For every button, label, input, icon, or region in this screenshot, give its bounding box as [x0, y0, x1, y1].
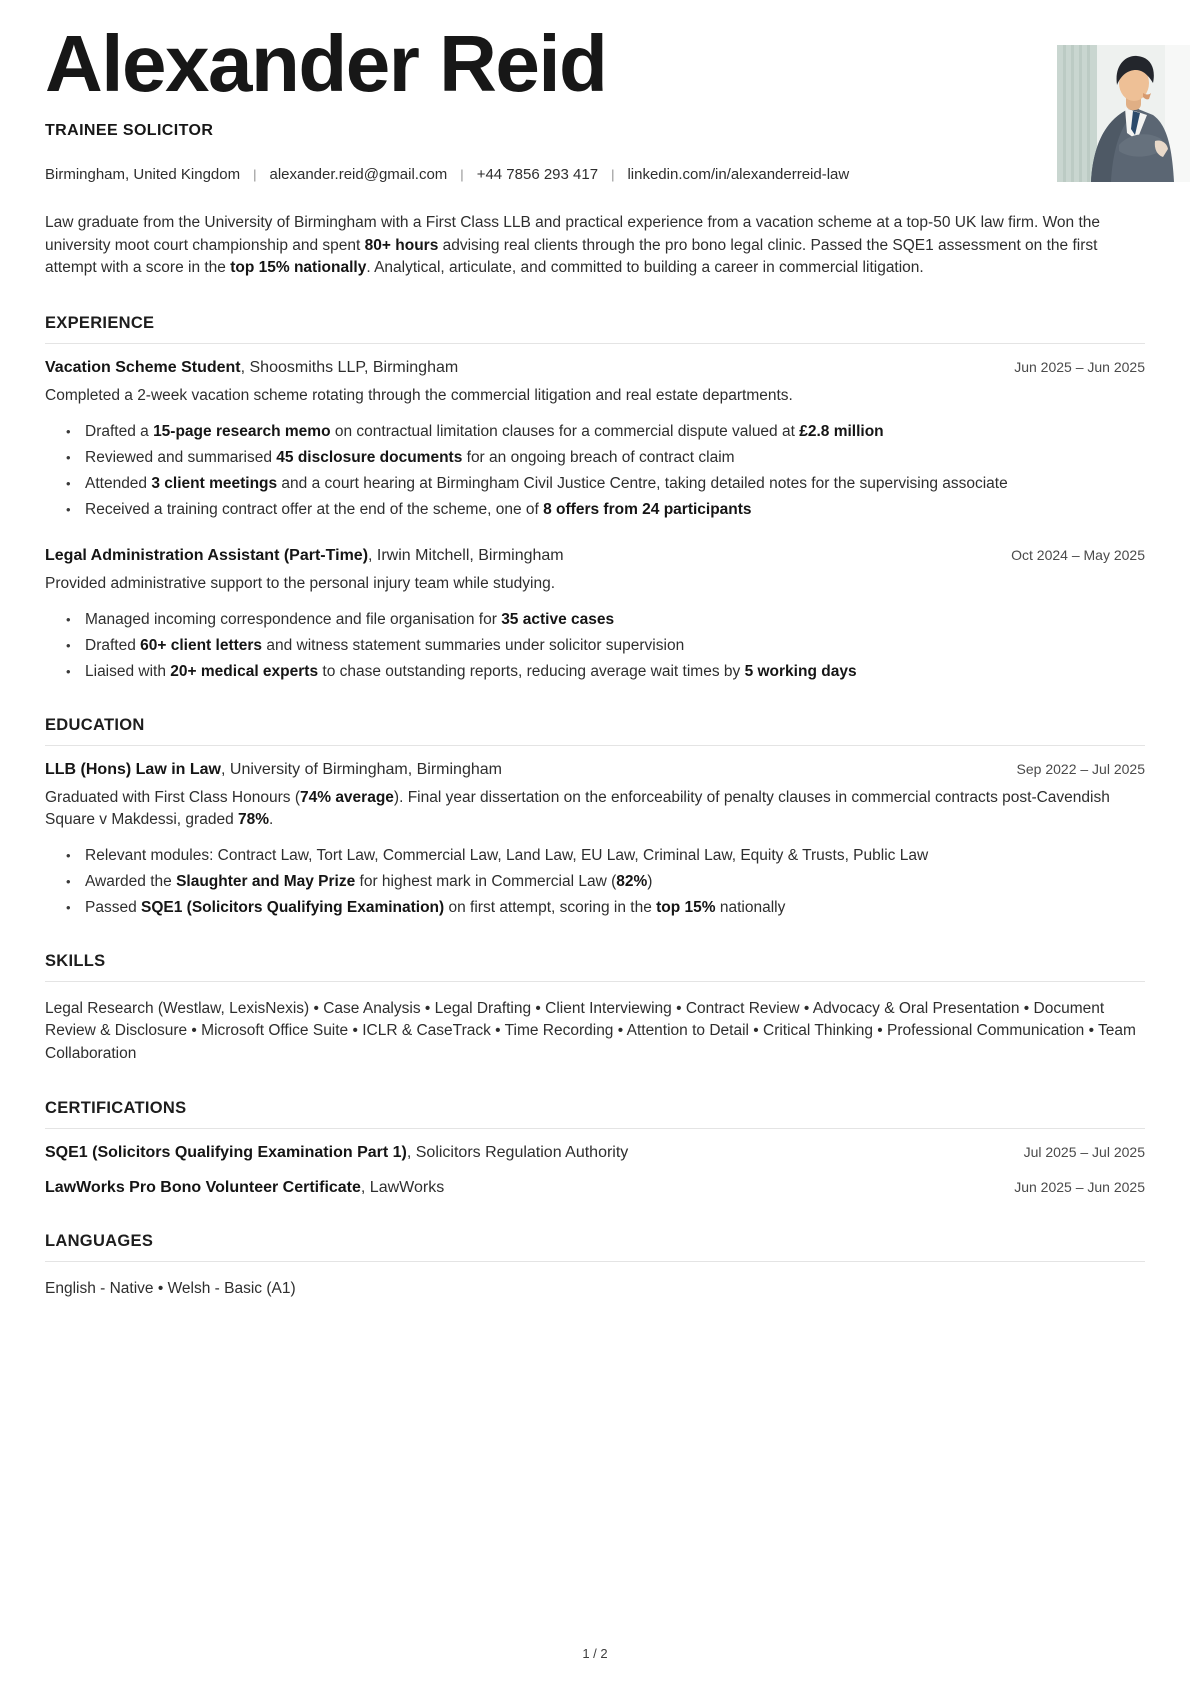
page-indicator: 1 / 2 — [582, 1646, 608, 1661]
section-heading: SKILLS — [45, 951, 106, 970]
bold-text-segment: 8 offers from 24 participants — [543, 500, 752, 518]
entry-date-range: Jul 2025 – Jul 2025 — [1023, 1144, 1145, 1160]
bullet-item — [45, 447, 1145, 468]
entry-description — [45, 787, 1145, 831]
bullet-text — [85, 661, 857, 682]
bold-text-segment: 35 active cases — [501, 610, 615, 628]
text-segment: Received a training contract offer at the end of the scheme, one of — [85, 500, 544, 518]
bold-text-segment: 3 client meetings — [151, 474, 278, 492]
entry-date-range: Sep 2022 – Jul 2025 — [1016, 760, 1145, 777]
profile-photo-illustration — [1057, 45, 1190, 182]
bullet-text — [85, 609, 614, 630]
bullet-text — [85, 897, 785, 918]
entry-title: Vacation Scheme Student — [45, 358, 241, 376]
bullet-text — [85, 473, 1008, 494]
entry-subtitle: , Irwin Mitchell, Birmingham — [368, 546, 564, 564]
entry-header — [45, 1178, 1145, 1198]
bold-text-segment: 74% average — [299, 788, 394, 806]
bold-text-segment: 60+ client letters — [140, 636, 263, 654]
text-segment: Completed a 2-week vacation scheme rotating through the commercial litigation and real estate departments. — [45, 386, 793, 404]
summary-text — [45, 212, 1145, 280]
contact-line — [45, 166, 1145, 184]
entry-bullet-list — [45, 845, 1145, 918]
text-segment: Attended — [85, 474, 152, 492]
entry-title-line — [45, 358, 458, 378]
bullet-marker: • — [66, 449, 71, 465]
text-segment: Provided administrative support to the personal injury team while studying. — [45, 574, 556, 592]
section-skills — [45, 952, 1145, 1066]
bold-text-segment: 78% — [238, 810, 270, 828]
bold-text-segment: 5 working days — [744, 662, 857, 680]
bullet-text — [85, 871, 652, 892]
bullet-marker: • — [66, 847, 71, 863]
header — [45, 19, 1145, 184]
entry-title: Legal Administration Assistant (Part-Time) — [45, 546, 369, 564]
bullet-item — [45, 421, 1145, 442]
bold-text-segment: 82% — [616, 872, 648, 890]
contact-item: +44 7856 293 417 — [476, 166, 599, 183]
text-segment: Relevant modules: Contract Law, Tort Law, Commercial Law, Land Law, EU Law, Criminal Law, Equity & Trusts, Public Law — [85, 846, 929, 864]
bullet-item — [45, 499, 1145, 520]
entry-title-line — [45, 546, 564, 566]
section-divider — [45, 1261, 1145, 1262]
bullet-item — [45, 871, 1145, 892]
candidate-job-title: TRAINEE SOLICITOR — [45, 122, 214, 139]
contact-item: linkedin.com/in/alexanderreid-law — [627, 166, 850, 183]
bullet-text — [85, 845, 928, 866]
contact-item: Birmingham, United Kingdom — [45, 166, 241, 183]
section-certifications — [45, 1099, 1145, 1198]
bullet-marker: • — [66, 899, 71, 915]
section-education — [45, 716, 1145, 918]
text-segment: and a court hearing at Birmingham Civil Justice Centre, taking detailed notes for the supervising associate — [277, 474, 1008, 492]
bullet-item — [45, 635, 1145, 656]
text-segment: for an ongoing breach of contract claim — [462, 448, 735, 466]
entry — [45, 1178, 1145, 1198]
bold-text-segment: £2.8 million — [799, 422, 884, 440]
entry — [45, 760, 1145, 918]
section-heading: CERTIFICATIONS — [45, 1099, 187, 1117]
bold-text-segment: 45 disclosure documents — [276, 448, 463, 466]
bullet-marker: • — [66, 637, 71, 653]
entry-subtitle: , LawWorks — [360, 1179, 445, 1196]
entry-title-line — [45, 1143, 628, 1163]
text-segment: Reviewed and summarised — [85, 448, 277, 466]
text-segment: Awarded the — [85, 872, 177, 890]
entry-date-range: Jun 2025 – Jun 2025 — [1014, 1179, 1145, 1195]
bullet-text — [85, 635, 684, 656]
entry-title: LLB (Hons) Law in Law — [45, 760, 221, 778]
text-segment: nationally — [715, 898, 786, 916]
text-segment: ). Final year dissertation on the enforceability of penalty clauses in commercial contracts post-Cavendish Square v Makdessi, graded — [45, 788, 1110, 828]
bold-text-segment: 80+ hours — [364, 236, 439, 254]
section-divider — [45, 745, 1145, 746]
section-divider — [45, 1128, 1145, 1129]
bullet-marker: • — [66, 873, 71, 889]
profile-photo — [1057, 45, 1190, 182]
bold-text-segment: top 15% nationally — [230, 259, 367, 276]
entry-date-range: Oct 2024 – May 2025 — [1011, 546, 1145, 563]
entry-title: LawWorks Pro Bono Volunteer Certificate — [45, 1179, 361, 1196]
entry-description — [45, 573, 1145, 595]
bullet-marker: • — [66, 501, 71, 517]
entry-title-line — [45, 760, 502, 780]
text-segment: for highest mark in Commercial Law ( — [355, 872, 617, 890]
entry — [45, 546, 1145, 682]
text-segment: Graduated with First Class Honours ( — [45, 788, 300, 806]
entry-subtitle: , Solicitors Regulation Authority — [406, 1144, 629, 1161]
bullet-marker: • — [66, 611, 71, 627]
section-experience — [45, 314, 1145, 682]
entry-bullet-list — [45, 609, 1145, 682]
entry-title-line — [45, 1178, 444, 1198]
contact-item: alexander.reid@gmail.com — [269, 166, 448, 183]
bold-text-segment: 15-page research memo — [153, 422, 331, 440]
bullet-item — [45, 845, 1145, 866]
contact-separator: | — [611, 167, 615, 182]
languages-text: English - Native • Welsh - Basic (A1) — [45, 1280, 296, 1297]
contact-separator: | — [460, 167, 464, 182]
text-segment: and witness statement summaries under solicitor supervision — [262, 636, 685, 654]
bullet-item — [45, 473, 1145, 494]
text-segment: . Analytical, articulate, and committed to building a career in commercial litigation. — [366, 259, 924, 276]
text-segment: ) — [647, 872, 653, 890]
section-divider — [45, 981, 1145, 982]
sections — [45, 314, 1145, 1301]
text-segment: Liaised with — [85, 662, 171, 680]
entry-description — [45, 385, 1145, 407]
entry-header — [45, 760, 1145, 780]
entry-title: SQE1 (Solicitors Qualifying Examination Part 1) — [45, 1144, 407, 1161]
entry — [45, 1143, 1145, 1163]
entry-date-range: Jun 2025 – Jun 2025 — [1014, 358, 1145, 375]
text-segment: on contractual limitation clauses for a commercial dispute valued at — [330, 422, 800, 440]
text-segment: Law graduate from the University of Birmingham with a First Class LLB and practical experience from a vacation scheme at a top-50 UK law firm. Won the university moot court championship and spent — [45, 214, 1101, 254]
bullet-text — [85, 499, 752, 520]
entry-header — [45, 1143, 1145, 1163]
bullet-text — [85, 447, 735, 468]
bullet-item — [45, 609, 1145, 630]
candidate-name: Alexander Reid — [45, 19, 607, 108]
bullet-marker: • — [66, 475, 71, 491]
contact-separator: | — [253, 167, 257, 182]
bold-text-segment: 20+ medical experts — [170, 662, 319, 680]
section-languages — [45, 1232, 1145, 1301]
text-segment: Managed incoming correspondence and file organisation for — [85, 610, 502, 628]
section-heading: EXPERIENCE — [45, 313, 155, 332]
bold-text-segment: top 15% — [656, 898, 716, 916]
text-segment: to chase outstanding reports, reducing average wait times by — [318, 662, 745, 680]
resume-content — [45, 0, 1145, 1301]
text-segment: Drafted a — [85, 422, 154, 440]
bold-text-segment: Slaughter and May Prize — [176, 872, 356, 890]
entry — [45, 358, 1145, 520]
bullet-marker: • — [66, 423, 71, 439]
section-heading: LANGUAGES — [45, 1232, 154, 1250]
entry-header — [45, 546, 1145, 566]
text-segment: Drafted — [85, 636, 141, 654]
section-divider — [45, 343, 1145, 344]
bullet-text — [85, 421, 884, 442]
bullet-item — [45, 897, 1145, 918]
bold-text-segment: SQE1 (Solicitors Qualifying Examination) — [141, 898, 445, 916]
entry-bullet-list — [45, 421, 1145, 520]
text-segment: Passed — [85, 898, 142, 916]
bullet-item — [45, 661, 1145, 682]
entry-header — [45, 358, 1145, 378]
bullet-marker: • — [66, 663, 71, 679]
text-segment: . — [269, 810, 274, 828]
entry-subtitle: , University of Birmingham, Birmingham — [221, 760, 502, 778]
section-heading: EDUCATION — [45, 715, 145, 734]
text-segment: advising real clients through the pro bono legal clinic. Passed the SQE1 assessment on the first attempt with a score in the — [45, 236, 1098, 276]
entry-subtitle: , Shoosmiths LLP, Birmingham — [240, 358, 459, 376]
skills-text: Legal Research (Westlaw, LexisNexis) • Case Analysis • Legal Drafting • Client Interviewing • Contract Review • Advocacy & Oral Presentation • Document Review & Disclosure • Microsoft Office Suite • ICLR & CaseTrack • Time Recording • Attention to Detail • Critical Thinking • Professional Communication • Team Collaboration — [45, 999, 1136, 1062]
text-segment: on first attempt, scoring in the — [444, 898, 657, 916]
